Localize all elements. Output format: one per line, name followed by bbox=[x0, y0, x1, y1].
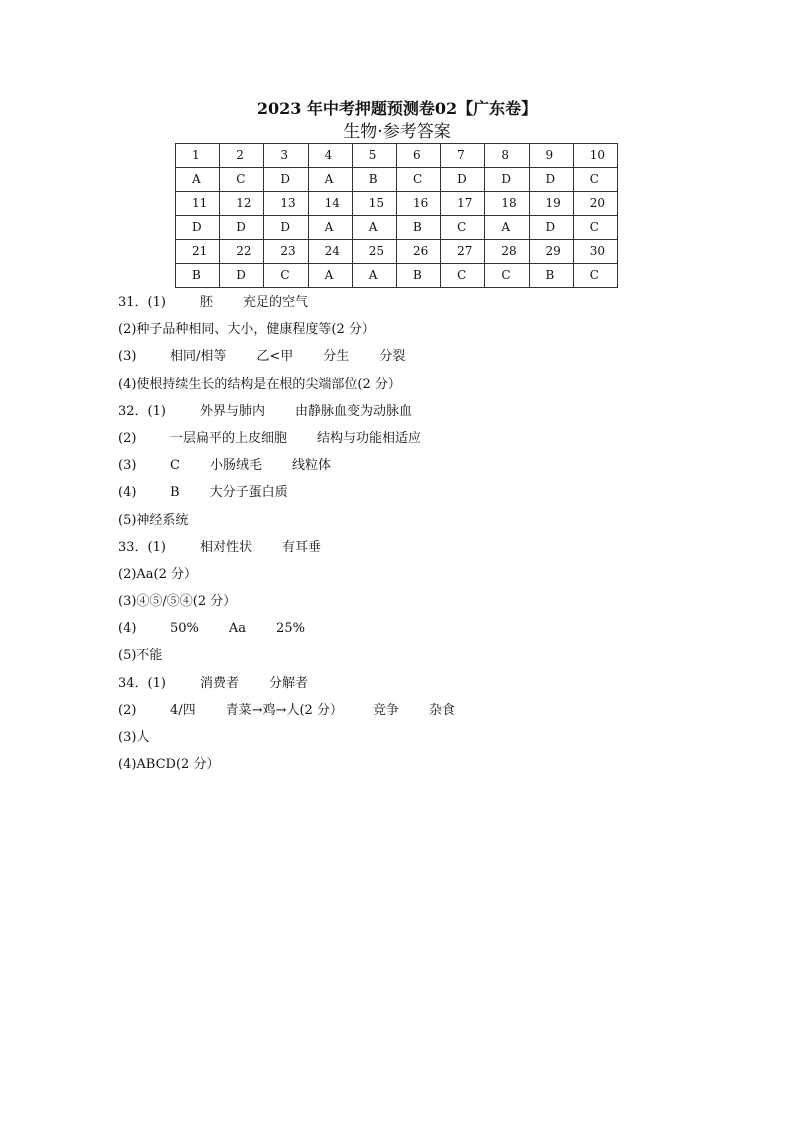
answer-item: 小肠绒毛 bbox=[209, 458, 262, 474]
answer-item: 相对性状 bbox=[200, 539, 253, 555]
table-cell: C bbox=[220, 168, 264, 192]
table-cell: C bbox=[485, 264, 529, 288]
answer-label: 34．(1) bbox=[118, 675, 166, 691]
table-cell: 29 bbox=[529, 240, 573, 264]
table-cell: 16 bbox=[396, 192, 440, 216]
table-cell: 17 bbox=[441, 192, 485, 216]
table-cell: 6 bbox=[396, 144, 440, 168]
table-cell: A bbox=[485, 216, 529, 240]
table-cell: 24 bbox=[308, 240, 352, 264]
table-cell: 26 bbox=[396, 240, 440, 264]
table-cell: 9 bbox=[529, 144, 573, 168]
answer-line bbox=[118, 564, 738, 591]
answer-item: 杂食 bbox=[428, 702, 455, 718]
table-cell: B bbox=[396, 216, 440, 240]
answer-label: (3)④⑤/⑤④(2 分） bbox=[118, 594, 237, 610]
question-number-row bbox=[176, 192, 618, 216]
table-cell: 25 bbox=[352, 240, 396, 264]
answer-label: (2) bbox=[118, 430, 137, 446]
answer-label: (3)人 bbox=[118, 730, 150, 745]
answer-item: 50% bbox=[170, 621, 199, 637]
answer-label: (5)神经系统 bbox=[118, 512, 189, 528]
answer-label: (2) bbox=[118, 702, 137, 718]
table-cell: B bbox=[176, 264, 220, 288]
answer-line bbox=[118, 591, 738, 618]
table-cell: 15 bbox=[352, 192, 396, 216]
table-cell: C bbox=[264, 264, 308, 288]
answer-item: 4/四 bbox=[170, 702, 196, 718]
answer-line bbox=[118, 727, 738, 754]
table-cell: D bbox=[176, 216, 220, 240]
answer-item: 分解者 bbox=[269, 675, 309, 691]
answer-row bbox=[176, 168, 618, 192]
answer-row bbox=[176, 264, 618, 288]
table-cell: D bbox=[529, 168, 573, 192]
table-cell: 23 bbox=[264, 240, 308, 264]
answer-label: 31．(1) bbox=[118, 295, 166, 310]
answer-label: (4)ABCD(2 分） bbox=[118, 757, 220, 773]
table-cell: C bbox=[441, 216, 485, 240]
table-cell: C bbox=[573, 168, 617, 192]
table-cell: 4 bbox=[308, 144, 352, 168]
table-cell: C bbox=[441, 264, 485, 288]
answer-item: 25% bbox=[276, 621, 305, 637]
answer-item: C bbox=[170, 458, 180, 474]
table-cell: A bbox=[308, 216, 352, 240]
table-cell: 12 bbox=[220, 192, 264, 216]
answer-label: (3) bbox=[118, 349, 137, 365]
table-cell: D bbox=[220, 264, 264, 288]
table-cell: 18 bbox=[485, 192, 529, 216]
answer-table bbox=[175, 143, 618, 288]
table-cell: 22 bbox=[220, 240, 264, 264]
answer-line bbox=[118, 482, 738, 509]
answer-item: 青菜→鸡→人(2 分） bbox=[225, 702, 343, 718]
document-title: 2023 年中考押题预测卷02【广东卷】 bbox=[256, 99, 538, 118]
answer-item: 充足的空气 bbox=[243, 295, 309, 310]
answer-line bbox=[118, 292, 738, 319]
table-cell: 1 bbox=[176, 144, 220, 168]
answer-item: 有耳垂 bbox=[282, 539, 322, 555]
answer-item: 消费者 bbox=[200, 675, 240, 691]
table-cell: D bbox=[441, 168, 485, 192]
table-cell: D bbox=[264, 168, 308, 192]
table-cell: 30 bbox=[573, 240, 617, 264]
answer-line bbox=[118, 319, 738, 346]
answer-line bbox=[118, 455, 738, 482]
table-cell: 2 bbox=[220, 144, 264, 168]
table-cell: 10 bbox=[573, 144, 617, 168]
table-cell: A bbox=[352, 216, 396, 240]
answer-lines bbox=[118, 292, 738, 781]
answer-line bbox=[118, 401, 738, 428]
table-cell: D bbox=[220, 216, 264, 240]
answer-line bbox=[118, 510, 738, 537]
answer-item: 由静脉血变为动脉血 bbox=[295, 403, 413, 419]
answer-label: (4)使根持续生长的结构是在根的尖端部位(2 分） bbox=[118, 376, 401, 392]
answer-label: (2)Aa(2 分） bbox=[118, 566, 198, 582]
answer-line bbox=[118, 346, 738, 373]
table-cell: 28 bbox=[485, 240, 529, 264]
answer-item: 外界与肺内 bbox=[200, 403, 266, 419]
answer-line bbox=[118, 645, 738, 672]
answer-item: 线粒体 bbox=[291, 458, 331, 474]
answer-label: (4) bbox=[118, 485, 137, 501]
answer-line bbox=[118, 428, 738, 455]
table-cell: 8 bbox=[485, 144, 529, 168]
document-subtitle: 生物·参考答案 bbox=[343, 122, 451, 142]
table-cell: B bbox=[529, 264, 573, 288]
table-cell: A bbox=[308, 264, 352, 288]
answer-item: 大分子蛋白质 bbox=[209, 485, 288, 501]
answer-row bbox=[176, 216, 618, 240]
answer-line bbox=[118, 700, 738, 727]
table-cell: 5 bbox=[352, 144, 396, 168]
answer-label: (2)种子品种相同、大小，健康程度等(2 分） bbox=[118, 322, 375, 338]
answer-label: (5)不能 bbox=[118, 648, 163, 664]
answer-item: 胚 bbox=[200, 295, 214, 310]
question-number-row bbox=[176, 240, 618, 264]
answer-item: 结构与功能相适应 bbox=[317, 430, 422, 446]
table-cell: C bbox=[573, 216, 617, 240]
table-cell: 7 bbox=[441, 144, 485, 168]
table-cell: 19 bbox=[529, 192, 573, 216]
answer-line bbox=[118, 673, 738, 700]
answer-item: 相同/相等 bbox=[170, 349, 227, 365]
table-cell: A bbox=[352, 264, 396, 288]
table-cell: D bbox=[485, 168, 529, 192]
answer-item: 乙<甲 bbox=[256, 349, 294, 365]
answer-line bbox=[118, 754, 738, 781]
answer-item: Aa bbox=[228, 621, 247, 637]
table-cell: 14 bbox=[308, 192, 352, 216]
table-cell: 13 bbox=[264, 192, 308, 216]
answer-label: (3) bbox=[118, 458, 137, 474]
table-cell: 11 bbox=[176, 192, 220, 216]
table-cell: A bbox=[308, 168, 352, 192]
question-number-row bbox=[176, 144, 618, 168]
table-cell: D bbox=[529, 216, 573, 240]
table-cell: 27 bbox=[441, 240, 485, 264]
answer-label: (4) bbox=[118, 621, 137, 637]
answer-label: 33．(1) bbox=[118, 539, 166, 555]
answer-item: 分生 bbox=[323, 349, 350, 365]
table-cell: B bbox=[352, 168, 396, 192]
table-cell: 20 bbox=[573, 192, 617, 216]
table-cell: D bbox=[264, 216, 308, 240]
answer-label: 32．(1) bbox=[118, 403, 166, 419]
answer-item: 分裂 bbox=[379, 349, 406, 365]
answer-line bbox=[118, 537, 738, 564]
answer-line bbox=[118, 374, 738, 401]
table-cell: C bbox=[573, 264, 617, 288]
table-cell: C bbox=[396, 168, 440, 192]
answer-item: 一层扁平的上皮细胞 bbox=[170, 430, 288, 446]
answer-item: 竞争 bbox=[372, 702, 399, 718]
table-cell: 3 bbox=[264, 144, 308, 168]
answer-item: B bbox=[170, 485, 180, 501]
answer-line bbox=[118, 618, 738, 645]
table-cell: A bbox=[176, 168, 220, 192]
table-cell: B bbox=[396, 264, 440, 288]
table-cell: 21 bbox=[176, 240, 220, 264]
